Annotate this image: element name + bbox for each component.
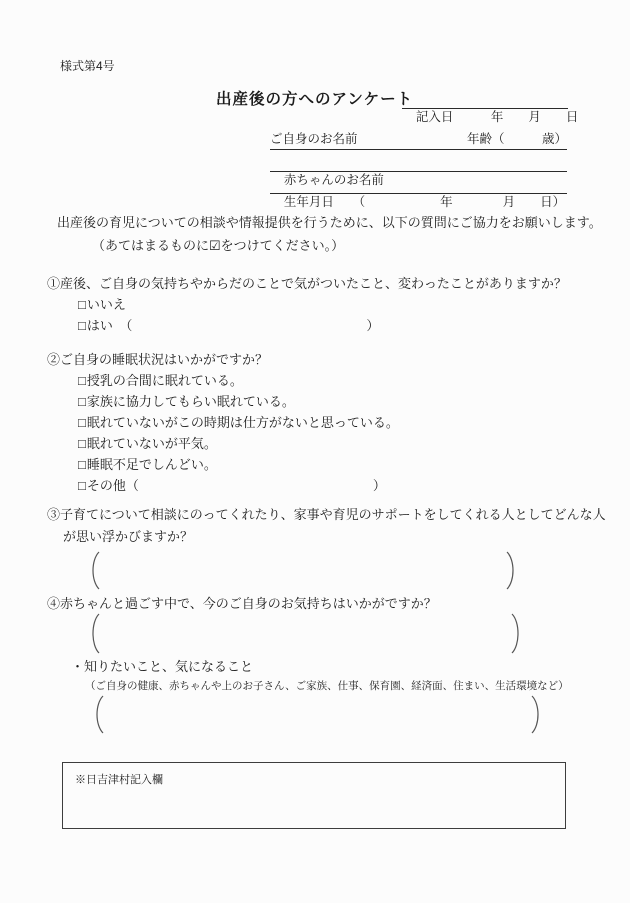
checkbox-icon[interactable]: □ — [78, 318, 86, 333]
mother-name-field[interactable] — [270, 130, 567, 150]
q4-answer-area[interactable] — [88, 613, 523, 654]
q2-option-4-label: 眠れていないが平気。 — [86, 436, 217, 451]
birthdate-field[interactable] — [270, 174, 567, 209]
checkbox-icon[interactable]: □ — [78, 297, 86, 312]
q2-option-1[interactable] — [78, 373, 243, 389]
checkbox-icon[interactable]: □ — [78, 457, 86, 472]
baby-name-field[interactable] — [270, 152, 567, 187]
question-4-text: ④赤ちゃんと過ごす中で、今のご自身のお気持ちはいかがですか？ — [47, 596, 437, 611]
age-label: 年齢（ 歳） — [466, 132, 567, 146]
office-use-box[interactable] — [62, 762, 566, 829]
q1-option-no-label: いいえ — [86, 297, 126, 312]
q2-option-1-label: 授乳の合間に眠れている。 — [86, 373, 243, 388]
q4-concerns-answer-area[interactable] — [92, 695, 543, 734]
question-2-text: ②ご自身の睡眠状況はいかがですか？ — [47, 352, 269, 367]
answer-brackets-icon — [88, 613, 523, 654]
answer-brackets-icon — [88, 551, 518, 590]
q2-option-other[interactable] — [78, 478, 386, 494]
checkbox-icon[interactable]: □ — [78, 373, 86, 388]
q2-option-4[interactable] — [78, 436, 217, 452]
q4-note-text: （ご自身の健康、赤ちゃんや上のお子さん、ご家族、仕事、保育園、経済面、住まい、生活環境など） — [85, 680, 569, 692]
checkbox-icon[interactable]: □ — [78, 478, 86, 493]
intro-text: 出産後の育児についての相談や情報提供を行うために、以下の質問にご協力をお願いします。 — [57, 215, 602, 230]
birthdate-label: 生年月日 （ 年 月 日） — [283, 195, 566, 209]
q2-option-3[interactable] — [78, 415, 399, 431]
q2-option-3-label: 眠れていないがこの時期は仕方がないと思っている。 — [86, 415, 399, 430]
q2-option-2[interactable] — [78, 394, 295, 410]
q3-answer-area[interactable] — [88, 551, 518, 590]
intro-instruction: （あてはまるものに☑をつけてください。） — [92, 238, 345, 253]
q2-option-other-label: その他（ ） — [86, 478, 386, 493]
question-1-text: ①産後、ご自身の気持ちやからだのことで気がついたこと、変わったことがありますか？ — [47, 276, 567, 291]
office-use-box-label: ※日吉津村記入欄 — [75, 774, 163, 786]
question-3-text-line2: が思い浮かびますか？ — [63, 529, 194, 544]
q4-bullet-text: ・知りたいこと、気になること — [71, 659, 254, 674]
mother-name-label: ご自身のお名前 — [270, 132, 358, 146]
fill-date-label: 記入日 年 月 日 — [415, 110, 579, 124]
q2-option-5-label: 睡眠不足でしんどい。 — [86, 457, 217, 472]
q1-option-yes-label: はい （ ） — [86, 318, 380, 333]
fill-date-field[interactable] — [402, 89, 579, 124]
question-3-text-line1: ③子育てについて相談にのってくれたり、家事や育児のサポートをしてくれる人としてどんな人 — [47, 507, 606, 522]
checkbox-icon[interactable]: □ — [78, 415, 86, 430]
checkbox-icon[interactable]: □ — [78, 436, 86, 451]
answer-brackets-icon — [92, 695, 543, 734]
baby-name-label: 赤ちゃんのお名前 — [283, 173, 384, 187]
q2-option-2-label: 家族に協力してもらい眠れている。 — [86, 394, 295, 409]
page-title: 出産後の方へのアンケート — [216, 91, 414, 108]
form-code: 様式第4号 — [60, 59, 115, 73]
q2-option-5[interactable] — [78, 457, 217, 473]
checkbox-icon[interactable]: □ — [78, 394, 86, 409]
q1-option-yes[interactable] — [78, 318, 379, 334]
q1-option-no[interactable] — [78, 297, 126, 313]
